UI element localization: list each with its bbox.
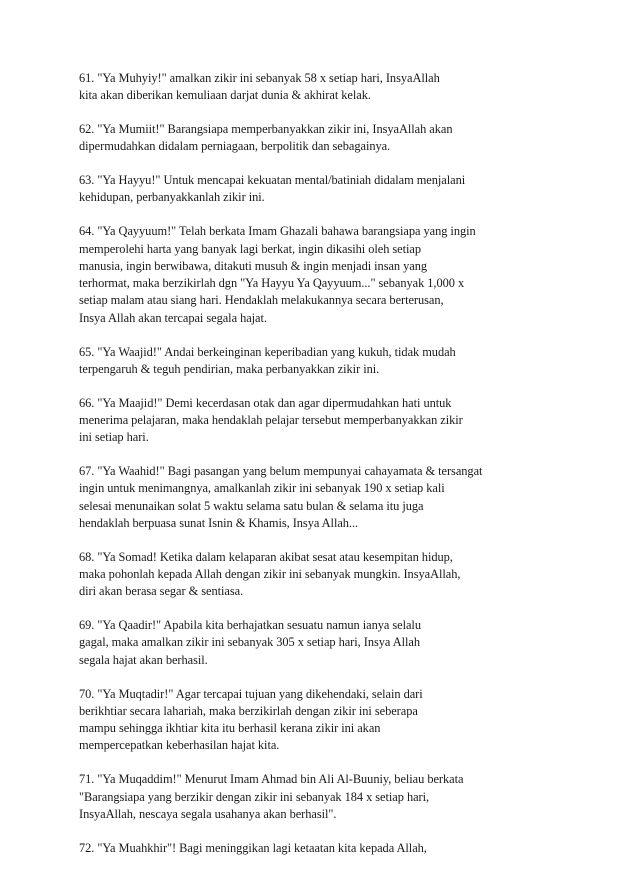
text-line: ingin untuk menimangnya, amalkanlah zikir ini sebanyak 190 x setiap kali (79, 481, 445, 496)
text-line: 63. "Ya Hayyu!" Untuk mencapai kekuatan mental/batiniah didalam menjalani (79, 173, 466, 188)
text-line: 64. "Ya Qayyuum!" Telah berkata Imam Ghazali bahawa barangsiapa yang ingin (79, 224, 476, 239)
zikir-entry-68 (79, 549, 599, 601)
text-line: mampu sehingga ikhtiar kita itu berhasil kerana zikir ini akan (79, 721, 381, 736)
zikir-entry-62 (79, 121, 599, 156)
text-line: hendaklah berpuasa sunat Isnin & Khamis, Insya Allah... (79, 515, 359, 530)
text-line: ini setiap hari. (79, 430, 149, 445)
zikir-entry-61 (79, 70, 599, 105)
text-line: 65. "Ya Waajid!" Andai berkeinginan keperibadian yang kukuh, tidak mudah (79, 344, 456, 359)
zikir-entry-71 (79, 771, 599, 823)
text-line: selesai menunaikan solat 5 waktu selama satu bulan & selama itu juga (79, 498, 424, 513)
zikir-entry-64 (79, 223, 599, 327)
text-line: 62. "Ya Mumiit!" Barangsiapa memperbanyakkan zikir ini, InsyaAllah akan (79, 122, 453, 137)
zikir-entry-63 (79, 172, 599, 207)
document-body (79, 70, 599, 873)
text-line: memperolehi harta yang banyak lagi berkat, ingin dikasihi oleh setiap (79, 241, 422, 256)
text-line: Insya Allah akan tercapai segala hajat. (79, 310, 267, 325)
text-line: menerima pelajaran, maka hendaklah pelajar tersebut memperbanyakkan zikir (79, 412, 463, 427)
text-line: terhormat, maka berzikirlah dgn "Ya Hayyu Ya Qayyuum..." sebanyak 1,000 x (79, 276, 465, 291)
zikir-entry-66 (79, 395, 599, 447)
text-line: manusia, ingin berwibawa, ditakuti musuh & ingin menjadi insan yang (79, 258, 428, 273)
text-line: terpengaruh & teguh pendirian, maka perbanyakkan zikir ini. (79, 361, 380, 376)
text-line: 71. "Ya Muqaddim!" Menurut Imam Ahmad bin Ali Al-Buuniy, beliau berkata (79, 772, 464, 787)
text-line: InsyaAllah, nescaya segala usahanya akan berhasil". (79, 806, 337, 821)
text-line: diri akan berasa segar & sentiasa. (79, 584, 244, 599)
text-line: dipermudahkan didalam perniagaan, berpolitik dan sebagainya. (79, 139, 391, 154)
zikir-entry-67 (79, 463, 599, 532)
text-line: berikhtiar secara lahariah, maka berzikirlah dengan zikir ini seberapa (79, 703, 418, 718)
zikir-entry-65 (79, 344, 599, 379)
text-line: kehidupan, perbanyakkanlah zikir ini. (79, 190, 265, 205)
text-line: 61. "Ya Muhyiy!" amalkan zikir ini sebanyak 58 x setiap hari, InsyaAllah (79, 71, 440, 85)
text-line: 70. "Ya Muqtadir!" Agar tercapai tujuan yang dikehendaki, selain dari (79, 686, 423, 701)
text-line: 69. "Ya Qaadir!" Apabila kita berhajatkan sesuatu namun ianya selalu (79, 618, 421, 633)
text-line: segala hajat akan berhasil. (79, 652, 208, 667)
zikir-entry-69 (79, 617, 599, 669)
text-line: kita akan diberikan kemuliaan darjat dunia & akhirat kelak. (79, 88, 371, 103)
zikir-entry-70 (79, 686, 599, 755)
text-line: 68. "Ya Somad! Ketika dalam kelaparan akibat sesat atau kesempitan hidup, (79, 549, 453, 564)
text-line: "Barangsiapa yang berzikir dengan zikir ini sebanyak 184 x setiap hari, (79, 789, 430, 804)
text-line: 66. "Ya Maajid!" Demi kecerdasan otak dan agar dipermudahkan hati untuk (79, 395, 452, 410)
text-line: maka pohonlah kepada Allah dengan zikir ini sebanyak mungkin. InsyaAllah, (79, 567, 461, 582)
zikir-entry-72 (79, 840, 599, 857)
text-line: gagal, maka amalkan zikir ini sebanyak 305 x setiap hari, Insya Allah (79, 635, 420, 650)
text-line: setiap malam atau siang hari. Hendaklah melakukannya secara berterusan, (79, 293, 444, 308)
text-line: 72. "Ya Muahkhir"! Bagi meninggikan lagi ketaatan kita kepada Allah, (79, 840, 427, 855)
text-line: mempercepatkan keberhasilan hajat kita. (79, 738, 280, 753)
text-line: 67. "Ya Waahid!" Bagi pasangan yang belum mempunyai cahayamata & tersangat (79, 464, 483, 479)
